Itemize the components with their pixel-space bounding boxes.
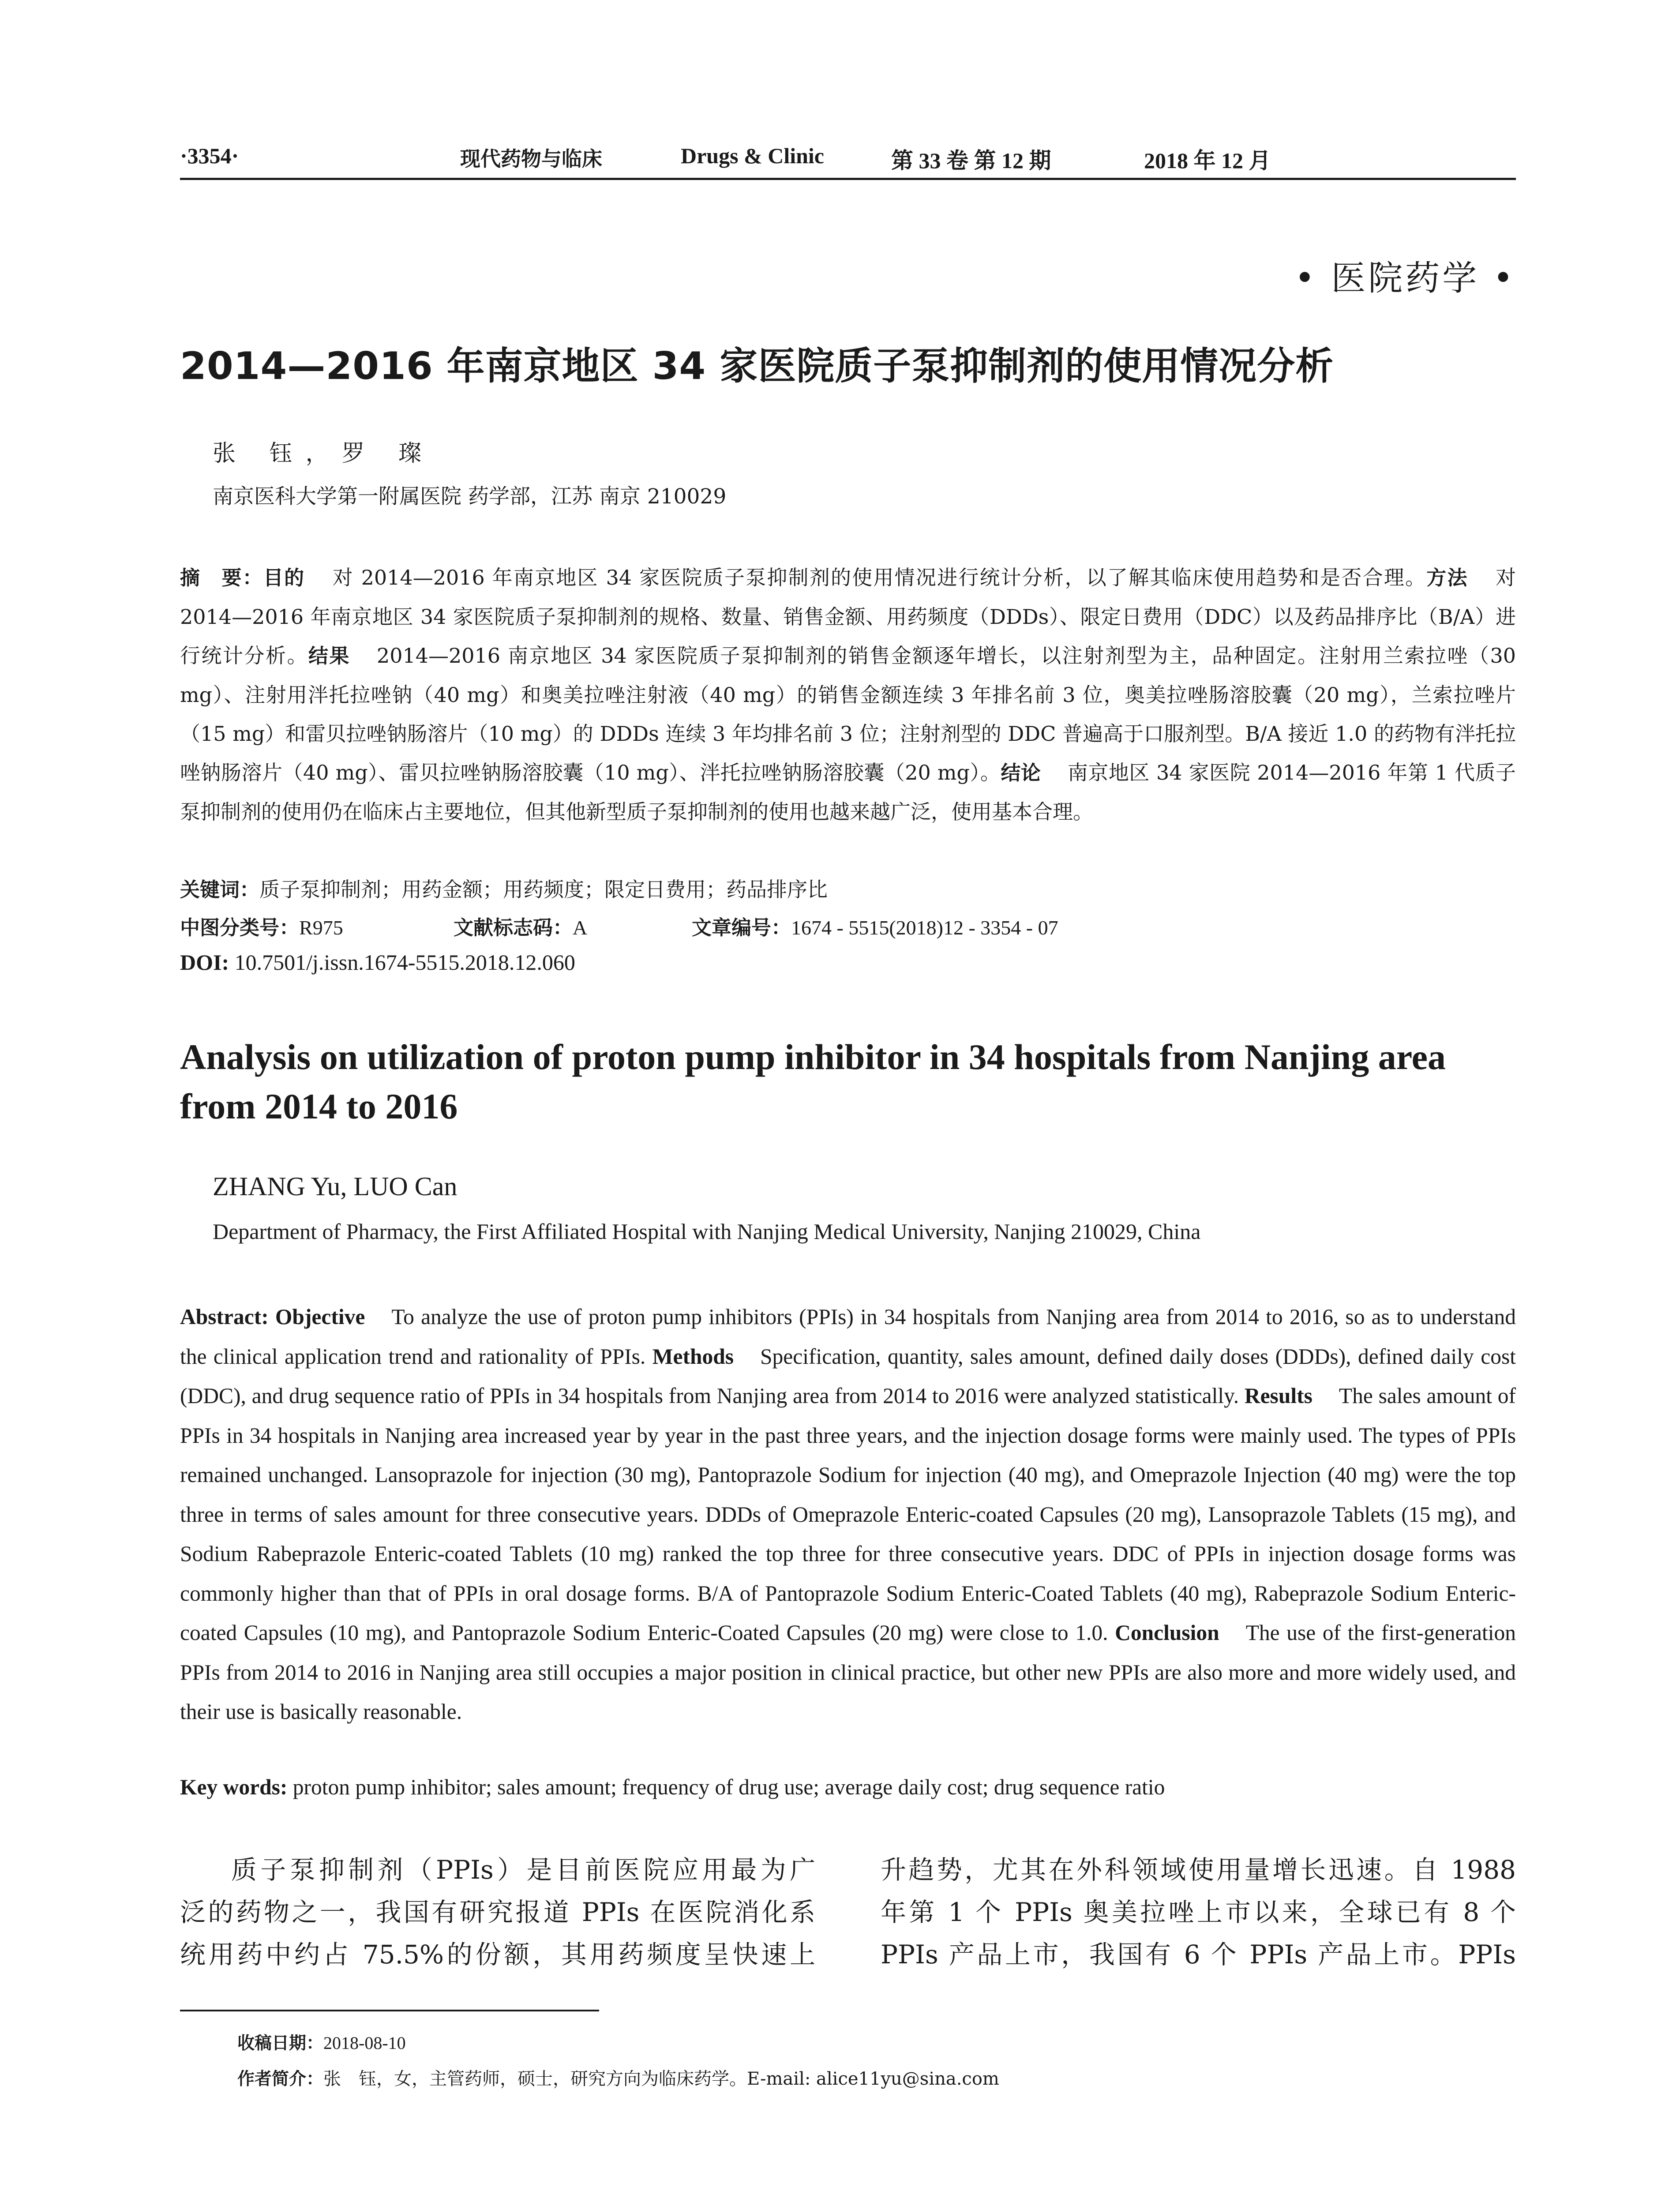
authors-cn: 张 钰，罗 璨 bbox=[213, 440, 435, 467]
body-line: 质子泵抑制剂（PPIs）是目前医院应用最为广 bbox=[231, 1855, 815, 1885]
journal-name-en: Drugs & Clinic bbox=[681, 143, 824, 168]
author-bio: 张 钰，女，主管药师，硕士，研究方向为临床药学。E-mail: alice11yu@sina.com bbox=[323, 2069, 999, 2089]
classification-meta bbox=[180, 912, 1516, 940]
results-en: The sales amount of PPIs in 34 hospitals in Nanjing area increased year by year in the past three years, and the injection dosage forms were mainly used. The types of PPIs remained unchanged. Lansoprazole for injection (30 mg), Pantoprazole Sodium for injection (40 mg), and Omeprazole Injection (40 mg) were the top three in terms of sales amount for three consecutive years. DDDs of Omeprazole Enteric-coated Capsules (20 mg), Lansoprazole Tablets (15 mg), and Sodium Rabeprazole Enteric-coated Tablets (10 mg) ranked the top three for three consecutive years. DDC of PPIs in injection dosage forms was commonly higher than that of PPIs in oral dosage forms. B/A of Pantoprazole Sodium Enteric-Coated Tablets (40 mg), Rabeprazole Sodium Enteric-coated Capsules (10 mg), and Pantoprazole Sodium Enteric-Coated Capsules (20 mg) were close to 1.0. bbox=[180, 1384, 1516, 1645]
objective-en: To analyze the use of proton pump inhibitors (PPIs) in 34 hospitals from Nanjing area from 2014 to 2016, so as to understand the clinical application trend and rationality of PPIs. bbox=[180, 1305, 1516, 1369]
affiliation-en: Department of Pharmacy, the First Affiliated Hospital with Nanjing Medical University, Nanjing 210029, China bbox=[213, 1219, 1201, 1244]
methods-en: Specification, quantity, sales amount, defined daily doses (DDDs), defined daily cost (DDC), and drug sequence ratio of PPIs in 34 hospitals from Nanjing area from 2014 to 2016 were analyzed statistically. bbox=[180, 1344, 1516, 1408]
doc-code-label: 文献标志码： bbox=[454, 916, 573, 939]
keywords-en-text: proton pump inhibitor; sales amount; frequency of drug use; average daily cost; drug sequence ratio bbox=[292, 1775, 1165, 1799]
objective-label-cn: 目的 bbox=[263, 566, 305, 589]
section-label: • 医院药学 • bbox=[1294, 259, 1516, 298]
doi-label: DOI: bbox=[180, 950, 229, 975]
article-no-label: 文章编号： bbox=[692, 916, 791, 939]
page-number: ·3354· bbox=[180, 143, 239, 168]
title-cn: 2014—2016 年南京地区 34 家医院质子泵抑制剂的使用情况分析 bbox=[180, 344, 1334, 388]
body-line: 升趋势，尤其在外科领域使用量增长迅速。自 1988 bbox=[881, 1855, 1516, 1885]
article-no-value: 1674 - 5515(2018)12 - 3354 - 07 bbox=[791, 916, 1058, 939]
keywords-cn-text: 质子泵抑制剂；用药金额；用药频度；限定日费用；药品排序比 bbox=[259, 878, 828, 901]
abstract-en-label: Abstract: bbox=[180, 1305, 269, 1329]
objective-cn: 对 2014—2016 年南京地区 34 家医院质子泵抑制剂的使用情况进行统计分析，以了解其临床使用趋势和是否合理。 bbox=[331, 566, 1427, 589]
body-line: PPIs 产品上市，我国有 6 个 PPIs 产品上市。PPIs bbox=[881, 1940, 1516, 1970]
abstract-cn bbox=[180, 558, 1516, 831]
clc-label: 中图分类号： bbox=[180, 916, 300, 939]
keywords-cn-label: 关键词： bbox=[180, 878, 260, 901]
footnote-received bbox=[237, 2030, 406, 2054]
abstract-en bbox=[180, 1297, 1516, 1732]
conclusion-label-en: Conclusion bbox=[1115, 1621, 1219, 1645]
conclusion-label-cn: 结论 bbox=[1001, 761, 1041, 784]
received-label: 收稿日期： bbox=[237, 2033, 324, 2053]
doi-value: 10.7501/j.issn.1674-5515.2018.12.060 bbox=[234, 950, 575, 975]
keywords-cn bbox=[180, 874, 1516, 903]
methods-label-en: Methods bbox=[652, 1344, 734, 1369]
conclusion-en: The use of the first-generation PPIs from 2014 to 2016 in Nanjing area still occupies a major position in clinical practice, but other new PPIs are also more and more widely used, and their use is basically reasonable. bbox=[180, 1621, 1516, 1724]
body-line: 年第 1 个 PPIs 奥美拉唑上市以来，全球已有 8 个 bbox=[881, 1897, 1516, 1927]
keywords-en bbox=[180, 1775, 1516, 1800]
conclusion-cn: 南京地区 34 家医院 2014—2016 年第 1 代质子泵抑制剂的使用仍在临床占主要地位，但其他新型质子泵抑制剂的使用也越来越广泛，使用基本合理。 bbox=[180, 761, 1516, 824]
header-rule bbox=[180, 178, 1516, 180]
clc-value: R975 bbox=[299, 916, 343, 939]
methods-label-cn: 方法 bbox=[1426, 566, 1468, 589]
abstract-cn-label: 摘 要： bbox=[180, 566, 263, 589]
results-label-cn: 结果 bbox=[308, 644, 350, 668]
volume-issue: 第 33 卷 第 12 期 bbox=[891, 148, 1051, 173]
footnote-author bbox=[237, 2065, 999, 2090]
body-line: 泛的药物之一，我国有研究报道 PPIs 在医院消化系 bbox=[180, 1897, 815, 1927]
results-cn: 2014—2016 南京地区 34 家医院质子泵抑制剂的销售金额逐年增长，以注射剂型为主，品种固定。注射用兰索拉唑（30 mg）、注射用泮托拉唑钠（40 mg）和奥美拉唑注射液（40 mg）的销售金额连续 3 年排名前 3 位，奥美拉唑肠溶胶囊（20 mg），兰索拉唑片（15 mg）和雷贝拉唑钠肠溶片（10 mg）的 DDDs 连续 3 年均排名前 3 位；注射剂型的 DDC 普遍高于口服剂型。B/A 接近 1.0 的药物有泮托拉唑钠肠溶片（40 mg）、雷贝拉唑钠肠溶胶囊（10 mg）、泮托拉唑钠肠溶胶囊（20 mg）。 bbox=[180, 644, 1516, 784]
doi bbox=[180, 949, 575, 975]
received-date: 2018-08-10 bbox=[323, 2033, 406, 2053]
doc-code-value: A bbox=[573, 916, 588, 939]
journal-name-cn: 现代药物与临床 bbox=[460, 147, 602, 171]
authors-en: ZHANG Yu, LUO Can bbox=[213, 1172, 458, 1201]
running-header bbox=[180, 140, 1516, 172]
keywords-en-label: Key words: bbox=[180, 1775, 288, 1799]
body-column-left bbox=[180, 1849, 815, 1976]
footnote-rule bbox=[180, 2010, 599, 2011]
body-column-right bbox=[881, 1849, 1516, 1976]
results-label-en: Results bbox=[1244, 1384, 1312, 1408]
objective-label-en: Objective bbox=[275, 1305, 365, 1329]
methods-cn: 对 2014—2016 年南京地区 34 家医院质子泵抑制剂的规格、数量、销售金额、用药频度（DDDs）、限定日费用（DDC）以及药品排序比（B/A）进行统计分析。 bbox=[180, 566, 1516, 668]
issue-date: 2018 年 12 月 bbox=[1144, 148, 1271, 173]
author-bio-label: 作者简介： bbox=[237, 2069, 324, 2089]
body-line: 统用药中约占 75.5%的份额，其用药频度呈快速上 bbox=[180, 1940, 815, 1970]
title-en: Analysis on utilization of proton pump inhibitor in 34 hospitals from Nanjing area from 2014 to 2016 bbox=[180, 1037, 1446, 1126]
affiliation-cn: 南京医科大学第一附属医院 药学部，江苏 南京 210029 bbox=[213, 484, 727, 509]
